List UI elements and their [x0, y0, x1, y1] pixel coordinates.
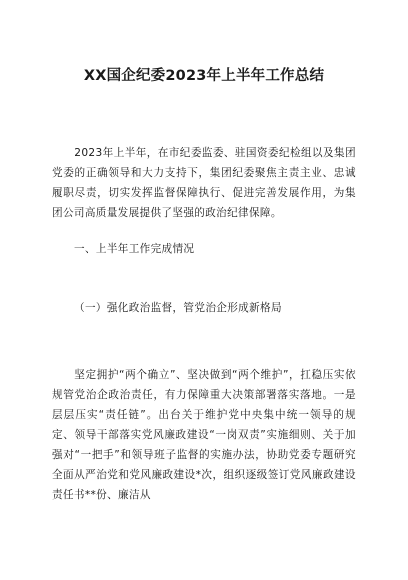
document-title: XX国企纪委2023年上半年工作总结 [83, 68, 325, 84]
section-heading: 一、上半年工作完成情况 [74, 243, 195, 255]
body-paragraph: 坚定拥护“两个确立”、坚决做到“两个维护”，扛稳压实依规管党治企政治责任，有力保障重大决策部署落实落地。一是层层压实“责任链”。出台关于维护党中央集中统一领导的规定、领导干部落实党风廉政建设“一岗双责”实施细则、关于加强对“一把手”和领导班子监督的实施办法，协助党委专题研究全面从严治党和党风廉政建设*次，组织逐级签订党风廉政建设责任书**份、廉洁从 [52, 369, 356, 501]
subsection-heading: （一）强化政治监督，管党治企形成新格局 [74, 302, 282, 314]
intro-paragraph: 2023年上半年，在市纪委监委、驻国资委纪检组以及集团党委的正确领导和大力支持下，集团纪委聚焦主责主业、忠诚履职尽责，切实发挥监督保障执行、促进完善发展作用，为集团公司高质量发展提供了坚强的政治纪律保障。 [52, 147, 356, 219]
